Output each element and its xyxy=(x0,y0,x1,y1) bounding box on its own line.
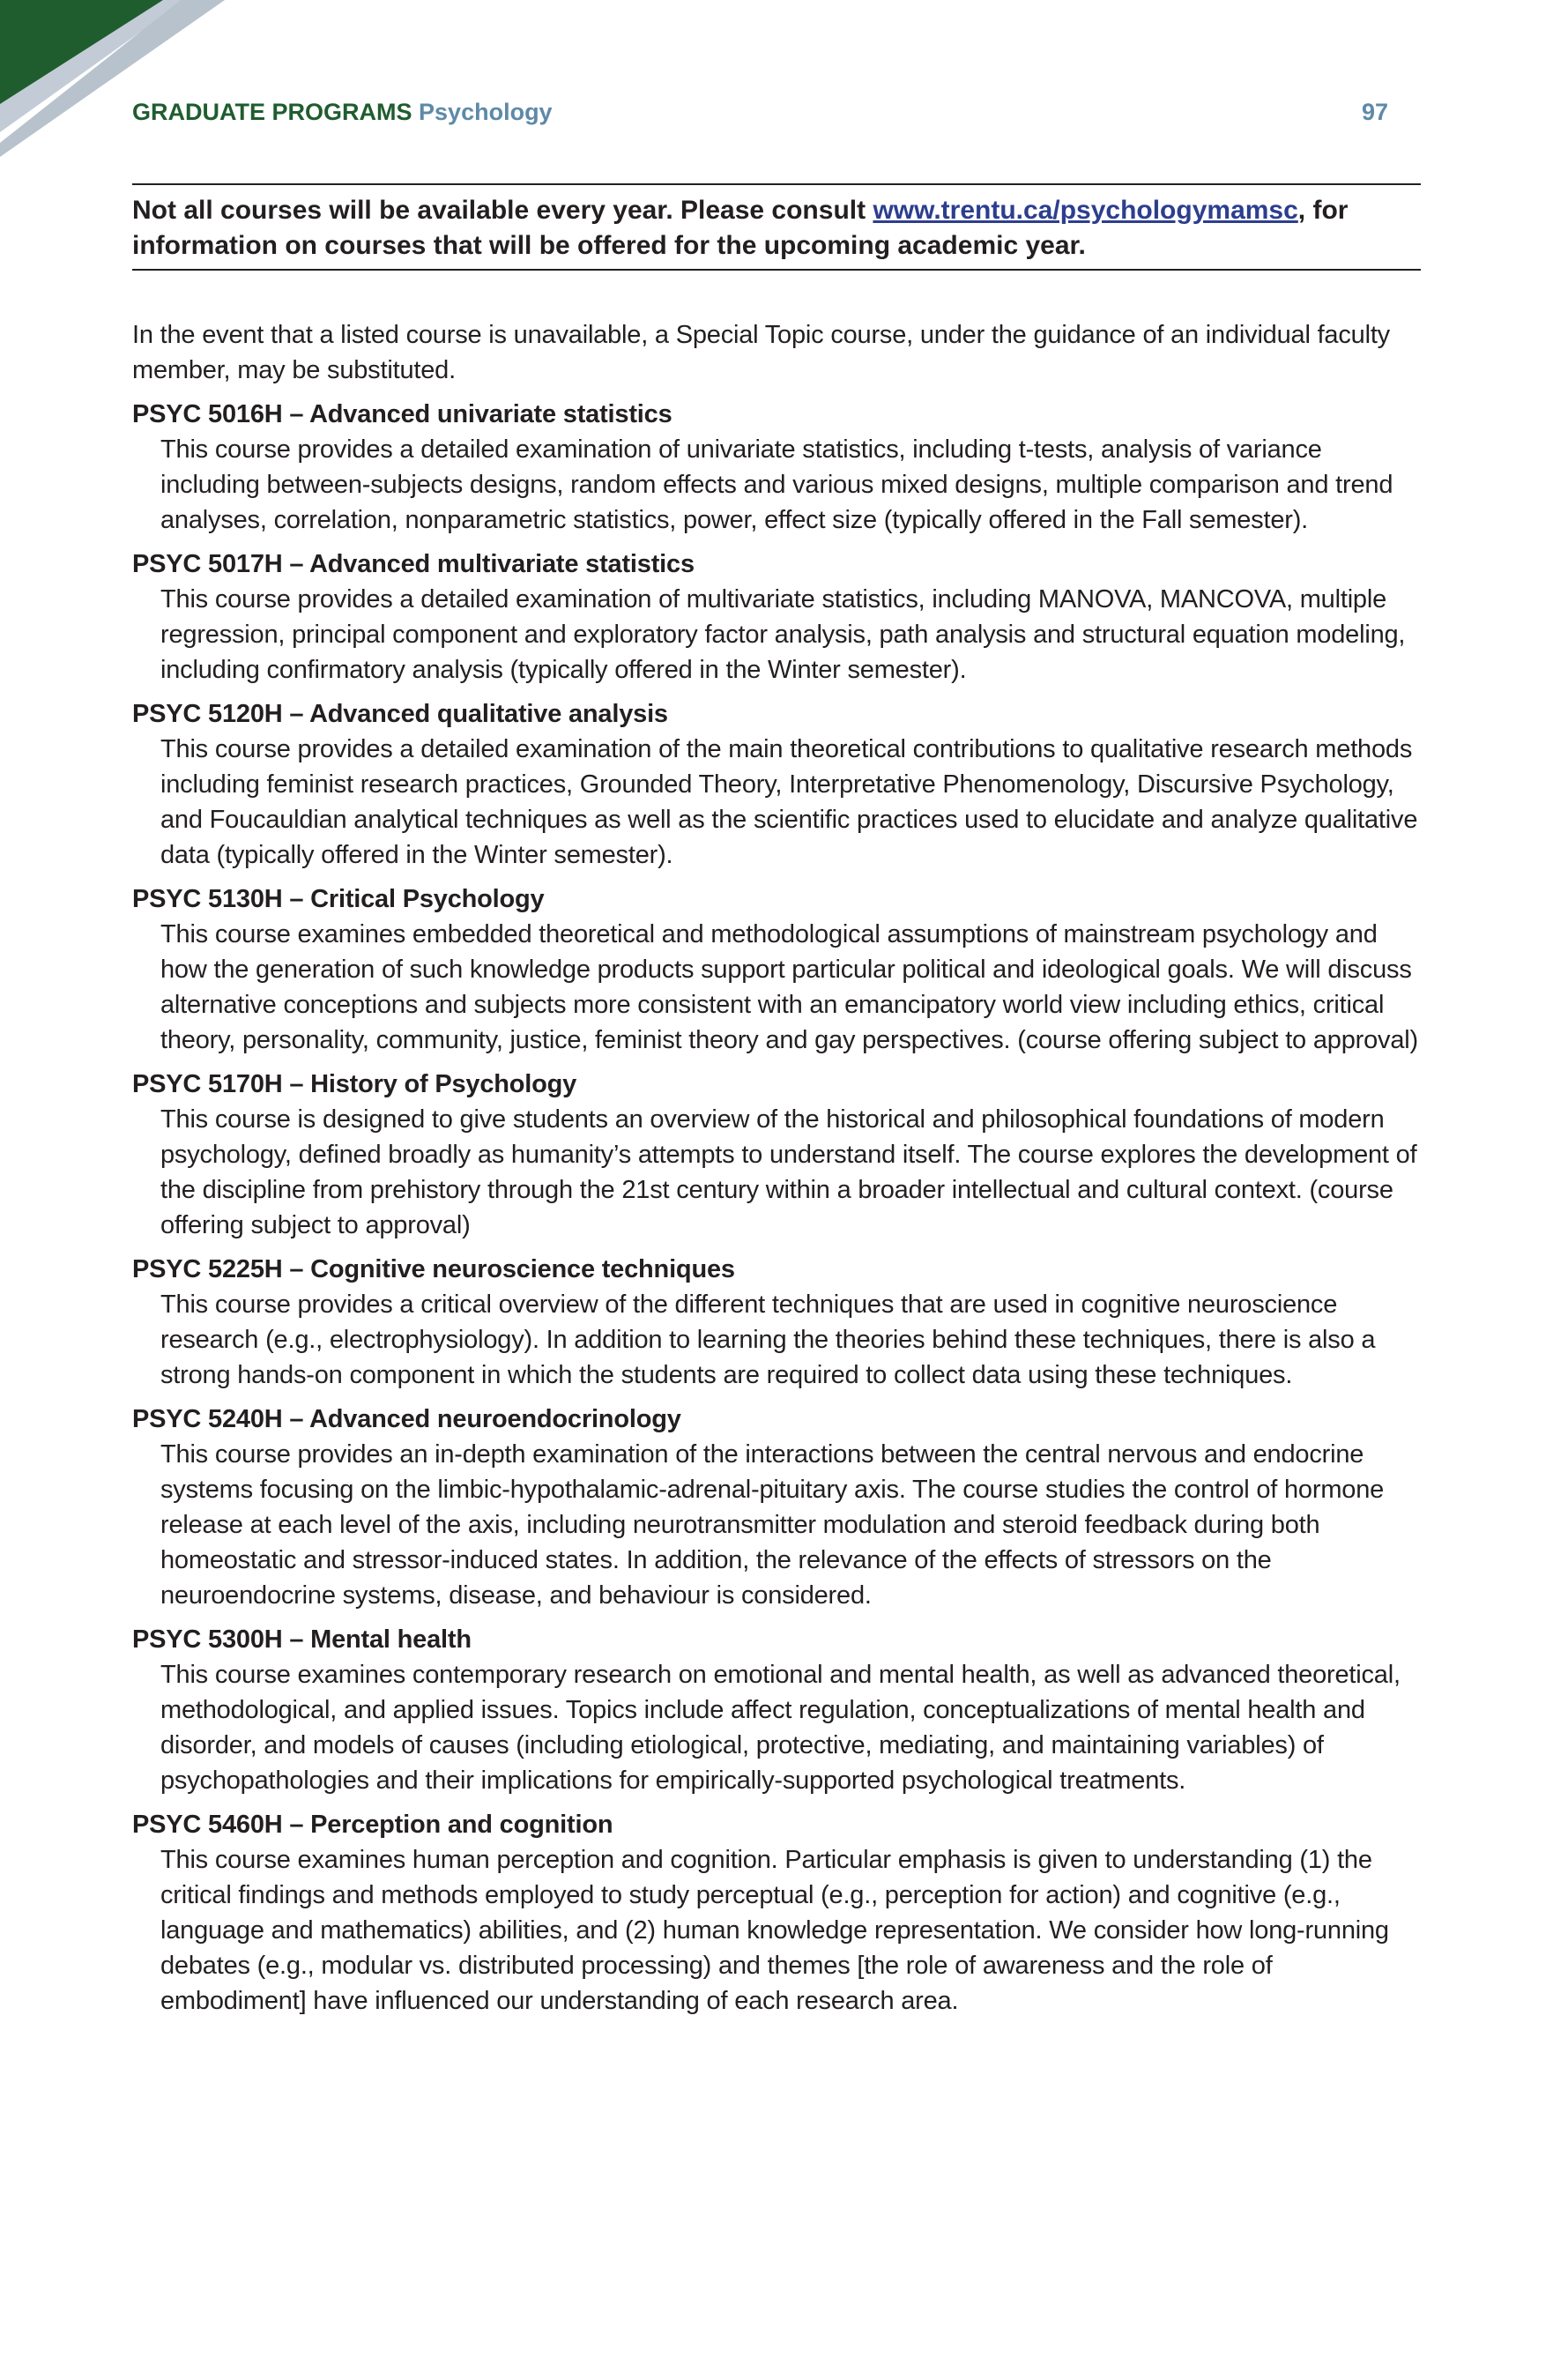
course-title: PSYC 5170H – History of Psychology xyxy=(132,1070,577,1098)
course-title: PSYC 5017H – Advanced multivariate statistics xyxy=(132,550,695,578)
availability-notice xyxy=(132,183,1421,271)
course-title: PSYC 5460H – Perception and cognition xyxy=(132,1811,613,1839)
course-description: This course provides a critical overview of the different techniques that are used in cognitive neuroscience research (e.g., electrophysiology). In addition to learning the theories behind these techniques, there is also a strong hands-on component in which the students are required to collect data using these techniques. xyxy=(160,1290,1376,1389)
course-entry xyxy=(132,696,1423,873)
course-entry xyxy=(132,1252,1423,1393)
course-entry xyxy=(132,1807,1423,2019)
course-entry xyxy=(132,397,1423,538)
course-title: PSYC 5240H – Advanced neuroendocrinology xyxy=(132,1405,681,1433)
course-description: This course is designed to give students an overview of the historical and philosophical foundations of modern psychology, defined broadly as humanity’s attempts to understand itself. The course explores the development of the discipline from prehistory through the 21st century within a broader intellectual and cultural context. (course offering subject to approval) xyxy=(160,1105,1417,1239)
course-title: PSYC 5016H – Advanced univariate statistics xyxy=(132,400,672,428)
course-description: This course examines contemporary research on emotional and mental health, as well as advanced theoretical, methodological, and applied issues. Topics include affect regulation, conceptualizations of mental health and disorder, and models of causes (including etiological, protective, mediating, and maintaining variables) of psychopathologies and their implications for empirically-supported psychological treatments. xyxy=(160,1661,1401,1795)
course-list xyxy=(132,317,1423,2027)
notice-link[interactable]: www.trentu.ca/psychologymamsc xyxy=(873,196,1298,225)
intro-paragraph: In the event that a listed course is unavailable, a Special Topic course, under the guidance of an individual faculty member, may be substituted. xyxy=(132,321,1390,384)
header-program: GRADUATE PROGRAMS xyxy=(132,99,412,125)
course-description: This course provides a detailed examination of univariate statistics, including t-tests, analysis of variance including between-subjects designs, random effects and various mixed designs, multiple comparison and trend analyses, correlation, nonparametric statistics, power, effect size (typically offered in the Fall semester). xyxy=(160,435,1393,534)
course-entry xyxy=(132,1622,1423,1798)
corner-decoration xyxy=(0,0,264,167)
course-title: PSYC 5225H – Cognitive neuroscience techniques xyxy=(132,1255,735,1283)
course-description: This course provides a detailed examination of the main theoretical contributions to qualitative research methods including feminist research practices, Grounded Theory, Interpretative Phenomenology, Discursive Psychology, and Foucauldian analytical techniques as well as the scientific practices used to elucidate and analyze qualitative data (typically offered in the Winter semester). xyxy=(160,735,1418,869)
header-department: Psychology xyxy=(419,99,553,125)
course-description: This course examines human perception and cognition. Particular emphasis is given to understanding (1) the critical findings and methods employed to study perceptual (e.g., perception for action) and cognitive (e.g., language and mathematics) abilities, and (2) human knowledge representation. We consider how long-running debates (e.g., modular vs. distributed processing) and themes [the role of awareness and the role of embodiment] have influenced our understanding of each research area. xyxy=(160,1846,1389,2015)
course-entry xyxy=(132,1067,1423,1243)
notice-text-after: , for information on courses that will be offered for the upcoming academic year. xyxy=(132,196,1349,260)
course-description: This course provides a detailed examination of multivariate statistics, including MANOVA, MANCOVA, multiple regression, principal component and exploratory factor analysis, path analysis and structural equation modeling, including confirmatory analysis (typically offered in the Winter semester). xyxy=(160,585,1406,684)
running-header xyxy=(132,99,1388,134)
course-description: This course provides an in-depth examination of the interactions between the central nervous and endocrine systems focusing on the limbic-hypothalamic-adrenal-pituitary axis. The course studies the control of hormone release at each level of the axis, including neurotransmitter modulation and steroid feedback during both homeostatic and stressor-induced states. In addition, the relevance of the effects of stressors on the neuroendocrine systems, disease, and behaviour is considered. xyxy=(160,1440,1385,1610)
course-entry xyxy=(132,881,1423,1058)
page-number: 97 xyxy=(1361,99,1388,125)
course-description: This course examines embedded theoretical and methodological assumptions of mainstream psychology and how the generation of such knowledge products support particular political and ideological goals. We will discuss alternative conceptions and subjects more consistent with an emancipatory world view including ethics, critical theory, personality, community, justice, feminist theory and gay perspectives. (course offering subject to approval) xyxy=(160,920,1418,1054)
course-title: PSYC 5130H – Critical Psychology xyxy=(132,885,545,913)
course-entry xyxy=(132,547,1423,688)
course-title: PSYC 5120H – Advanced qualitative analysis xyxy=(132,700,668,728)
course-title: PSYC 5300H – Mental health xyxy=(132,1625,472,1654)
course-entry xyxy=(132,1402,1423,1613)
notice-text-before: Not all courses will be available every year. Please consult xyxy=(132,196,873,225)
